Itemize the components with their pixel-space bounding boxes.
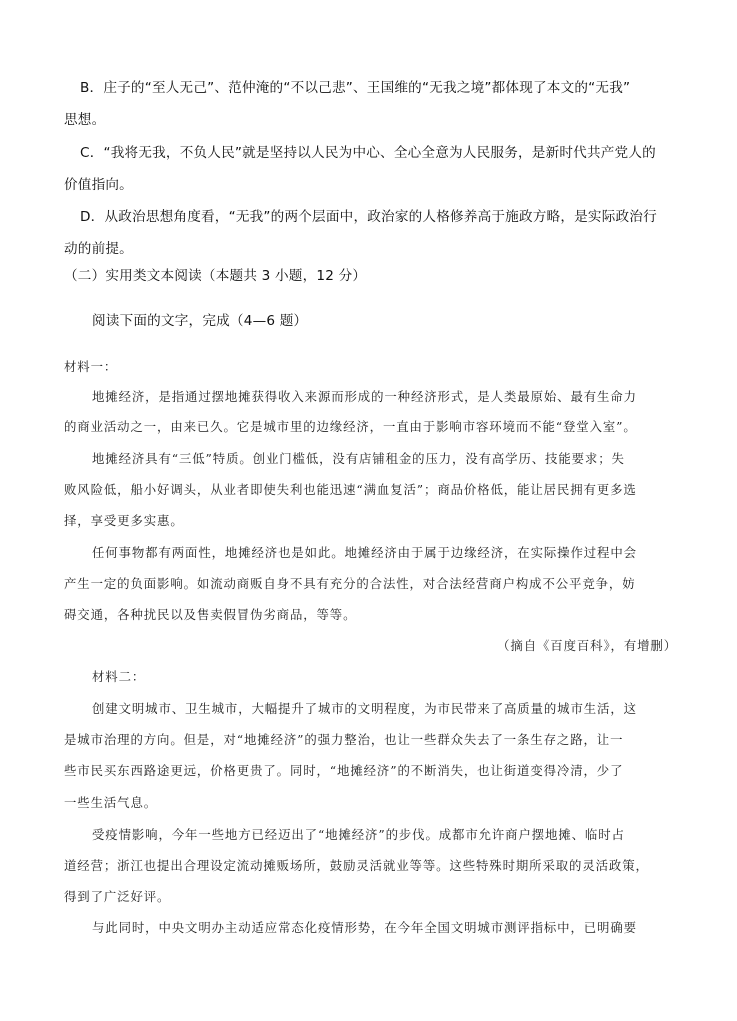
material-2-line-5: 受疫情影响，今年一些地方已经迈出了“地摊经济”的步伐。成都市允许商户摆地摊、临时占	[92, 827, 625, 842]
material-2-line-3: 些市民买东西路途更远，价格更贵了。同时，“地摊经济”的不断消失，也让街道变得冷清，少了	[64, 763, 624, 778]
material-2-line-8: 与此同时，中央文明办主动适应常态化疫情形势，在今年全国文明城市测评指标中，已明确要	[92, 920, 637, 935]
material-2-line-6: 道经营；浙江也提出合理设定流动摊贩场所，鼓励灵活就业等等。这些特殊时期所采取的灵活政策，	[64, 858, 649, 873]
option-b-line-2: 思想。	[64, 112, 106, 128]
section-instruction: 阅读下面的文字，完成（4—6 题）	[92, 313, 308, 329]
material-1-label: 材料一：	[64, 359, 118, 374]
material-2-line-2: 是城市治理的方向。但是，对“地摊经济”的强力整治，也让一些群众失去了一条生存之路，让一	[64, 732, 624, 747]
material-1-line-6: 任何事物都有两面性，地摊经济也是如此。地摊经济由于属于边缘经济，在实际操作过程中会	[92, 545, 637, 560]
material-2-label: 材料二：	[92, 669, 146, 684]
material-1-line-8: 碍交通，各种扰民以及售卖假冒伪劣商品，等等。	[64, 607, 357, 622]
material-2-line-7: 得到了广泛好评。	[64, 889, 171, 904]
material-2-line-4: 一些生活气息。	[64, 795, 158, 810]
option-b-line-1: B．庄子的“至人无己”、范仲淹的“不以己悲”、王国维的“无我之境”都体现了本文的“无我”	[80, 80, 631, 96]
material-1-source: （摘自《百度百科》，有增删）	[497, 638, 677, 653]
material-1-line-4: 败风险低，船小好调头，从业者即使失利也能迅速“满血复活”；商品价格低，能让居民拥有更多选	[64, 482, 637, 497]
material-1-line-2: 的商业活动之一，由来已久。它是城市里的边缘经济，一直由于影响市容环境而不能“登堂入室”。	[64, 419, 637, 434]
section-title: （二）实用类文本阅读（本题共 3 小题，12 分）	[64, 268, 367, 284]
material-1-line-5: 择，享受更多实惠。	[64, 513, 184, 528]
material-1-line-3: 地摊经济具有“三低”特质。创业门槛低，没有店铺租金的压力，没有高学历、技能要求；失	[92, 451, 625, 466]
option-c-line-1: C．“我将无我，不负人民”就是坚持以人民为中心、全心全意为人民服务，是新时代共产党人的	[80, 145, 656, 161]
material-2-line-1: 创建文明城市、卫生城市，大幅提升了城市的文明程度，为市民带来了高质量的城市生活，这	[92, 701, 637, 716]
option-c-line-2: 价值指向。	[64, 177, 133, 193]
option-d-line-1: D．从政治思想角度看，“无我”的两个层面中，政治家的人格修养高于施政方略，是实际政治行	[80, 209, 657, 225]
material-1-line-1: 地摊经济，是指通过摆地摊获得收入来源而形成的一种经济形式，是人类最原始、最有生命力	[92, 389, 637, 404]
option-d-line-2: 动的前提。	[64, 241, 133, 257]
material-1-line-7: 产生一定的负面影响。如流动商贩自身不具有充分的合法性，对合法经营商户构成不公平竞争，妨	[64, 576, 636, 591]
